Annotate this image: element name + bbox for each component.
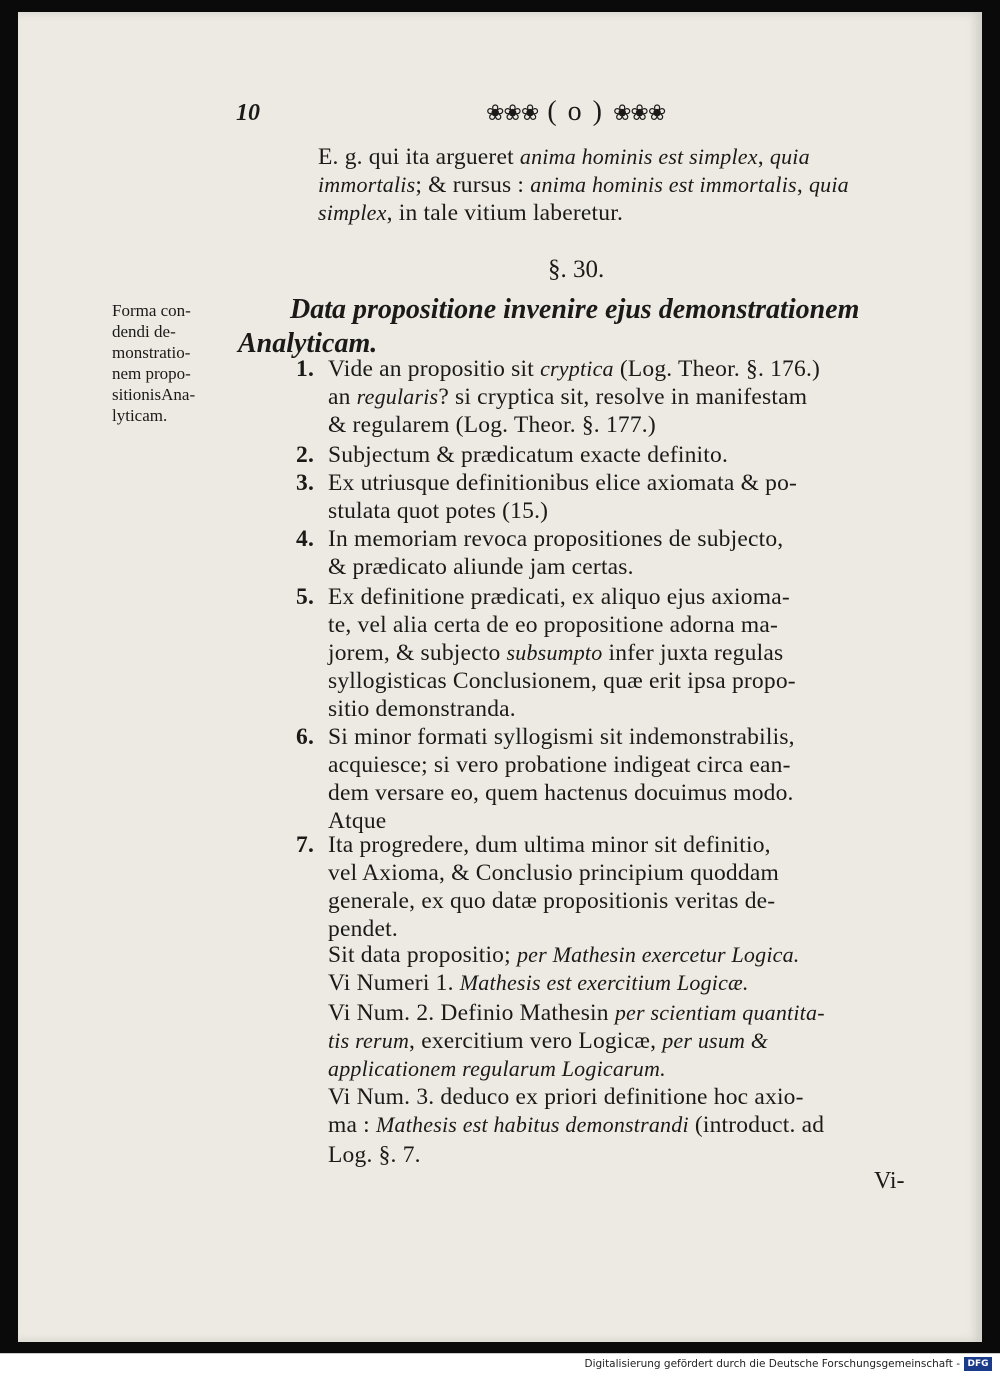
intro-line: simplex, in tale vitium laberetur.	[318, 200, 624, 226]
section-number: §. 30.	[548, 256, 605, 283]
example-line: Vi Num. 2. Definio Mathesin per scientiam quantita-	[328, 1000, 825, 1026]
step-line: Ex definitione prædicati, ex aliquo ejus axioma-	[328, 584, 790, 610]
step-line: acquiesce; si vero probatione indigeat circa ean-	[328, 752, 791, 778]
example-line: Sit data propositio; per Mathesin exercetur Logica.	[328, 942, 800, 968]
step-number: 7.	[296, 832, 315, 858]
example-line: Vi Numeri 1. Mathesis est exercitium Logicæ.	[328, 970, 749, 996]
step-number: 5.	[296, 584, 315, 610]
page-number: 10	[236, 100, 260, 126]
step-line: & prædicato aliunde jam certas.	[328, 554, 634, 580]
step-line: vel Axioma, & Conclusio principium quoddam	[328, 860, 779, 886]
header-center: ( o )	[547, 96, 604, 127]
book-page	[18, 12, 982, 1342]
example-line: ma : Mathesis est habitus demonstrandi (introduct. ad	[328, 1112, 825, 1138]
ornament-right-icon: ❀❀❀	[612, 100, 666, 125]
footer-credit: Digitalisierung gefördert durch die Deutsche Forschungsgemeinschaft -	[584, 1358, 960, 1370]
example-line: Vi Num. 3. deduco ex priori definitione hoc axio-	[328, 1084, 804, 1110]
step-number: 2.	[296, 442, 315, 468]
example-line: tis rerum, exercitium vero Logicæ, per usum &	[328, 1028, 769, 1054]
ornament-left-icon: ❀❀❀	[486, 100, 539, 125]
step-line: te, vel alia certa de eo propositione adorna ma-	[328, 612, 779, 638]
digitization-footer	[0, 1353, 1000, 1376]
step-line: jorem, & subjecto subsumpto infer juxta regulas	[328, 640, 784, 666]
step-line: generale, ex quo datæ propositionis veritas de-	[328, 888, 776, 914]
margin-note: Forma con- dendi de- monstratio- nem propo- sitionisAna- lyticam.	[112, 301, 196, 425]
step-number: 6.	[296, 724, 315, 750]
step-number: 4.	[296, 526, 315, 552]
section-title: Data propositione invenire ejus demonstrationem	[290, 294, 860, 325]
intro-line: E. g. qui ita argueret anima hominis est simplex, quia	[318, 144, 810, 170]
step-number: 3.	[296, 470, 315, 496]
step-line: sitio demonstranda.	[328, 696, 516, 722]
step-line: Vide an propositio sit cryptica (Log. Theor. §. 176.)	[328, 356, 821, 382]
step-line: In memoriam revoca propositiones de subjecto,	[328, 526, 784, 552]
step-line: & regularem (Log. Theor. §. 177.)	[328, 412, 656, 438]
step-line: pendet.	[328, 916, 398, 942]
intro-line: immortalis; & rursus : anima hominis est immortalis, quia	[318, 172, 849, 198]
section-title-continued: Analyticam.	[238, 328, 378, 359]
step-line: Si minor formati syllogismi sit indemonstrabilis,	[328, 724, 795, 750]
step-line: stulata quot potes (15.)	[328, 498, 549, 524]
step-number: 1.	[296, 356, 315, 382]
step-line: Ex utriusque definitionibus elice axiomata & po-	[328, 470, 798, 496]
example-line: Log. §. 7.	[328, 1142, 421, 1168]
example-line: applicationem regularum Logicarum.	[328, 1056, 666, 1081]
step-line: Subjectum & prædicatum exacte definito.	[328, 442, 729, 468]
step-line: syllogisticas Conclusionem, quæ erit ipsa propo-	[328, 668, 796, 694]
step-line: dem versare eo, quem hactenus docuimus modo.	[328, 780, 794, 806]
step-line: Ita progredere, dum ultima minor sit definitio,	[328, 832, 771, 858]
step-line: an regularis? si cryptica sit, resolve in manifestam	[328, 384, 808, 410]
header-ornament	[486, 96, 665, 128]
catchword: Vi-	[874, 1168, 905, 1194]
step-line: Atque	[328, 808, 387, 834]
dfg-logo-icon: DFG	[964, 1357, 992, 1371]
